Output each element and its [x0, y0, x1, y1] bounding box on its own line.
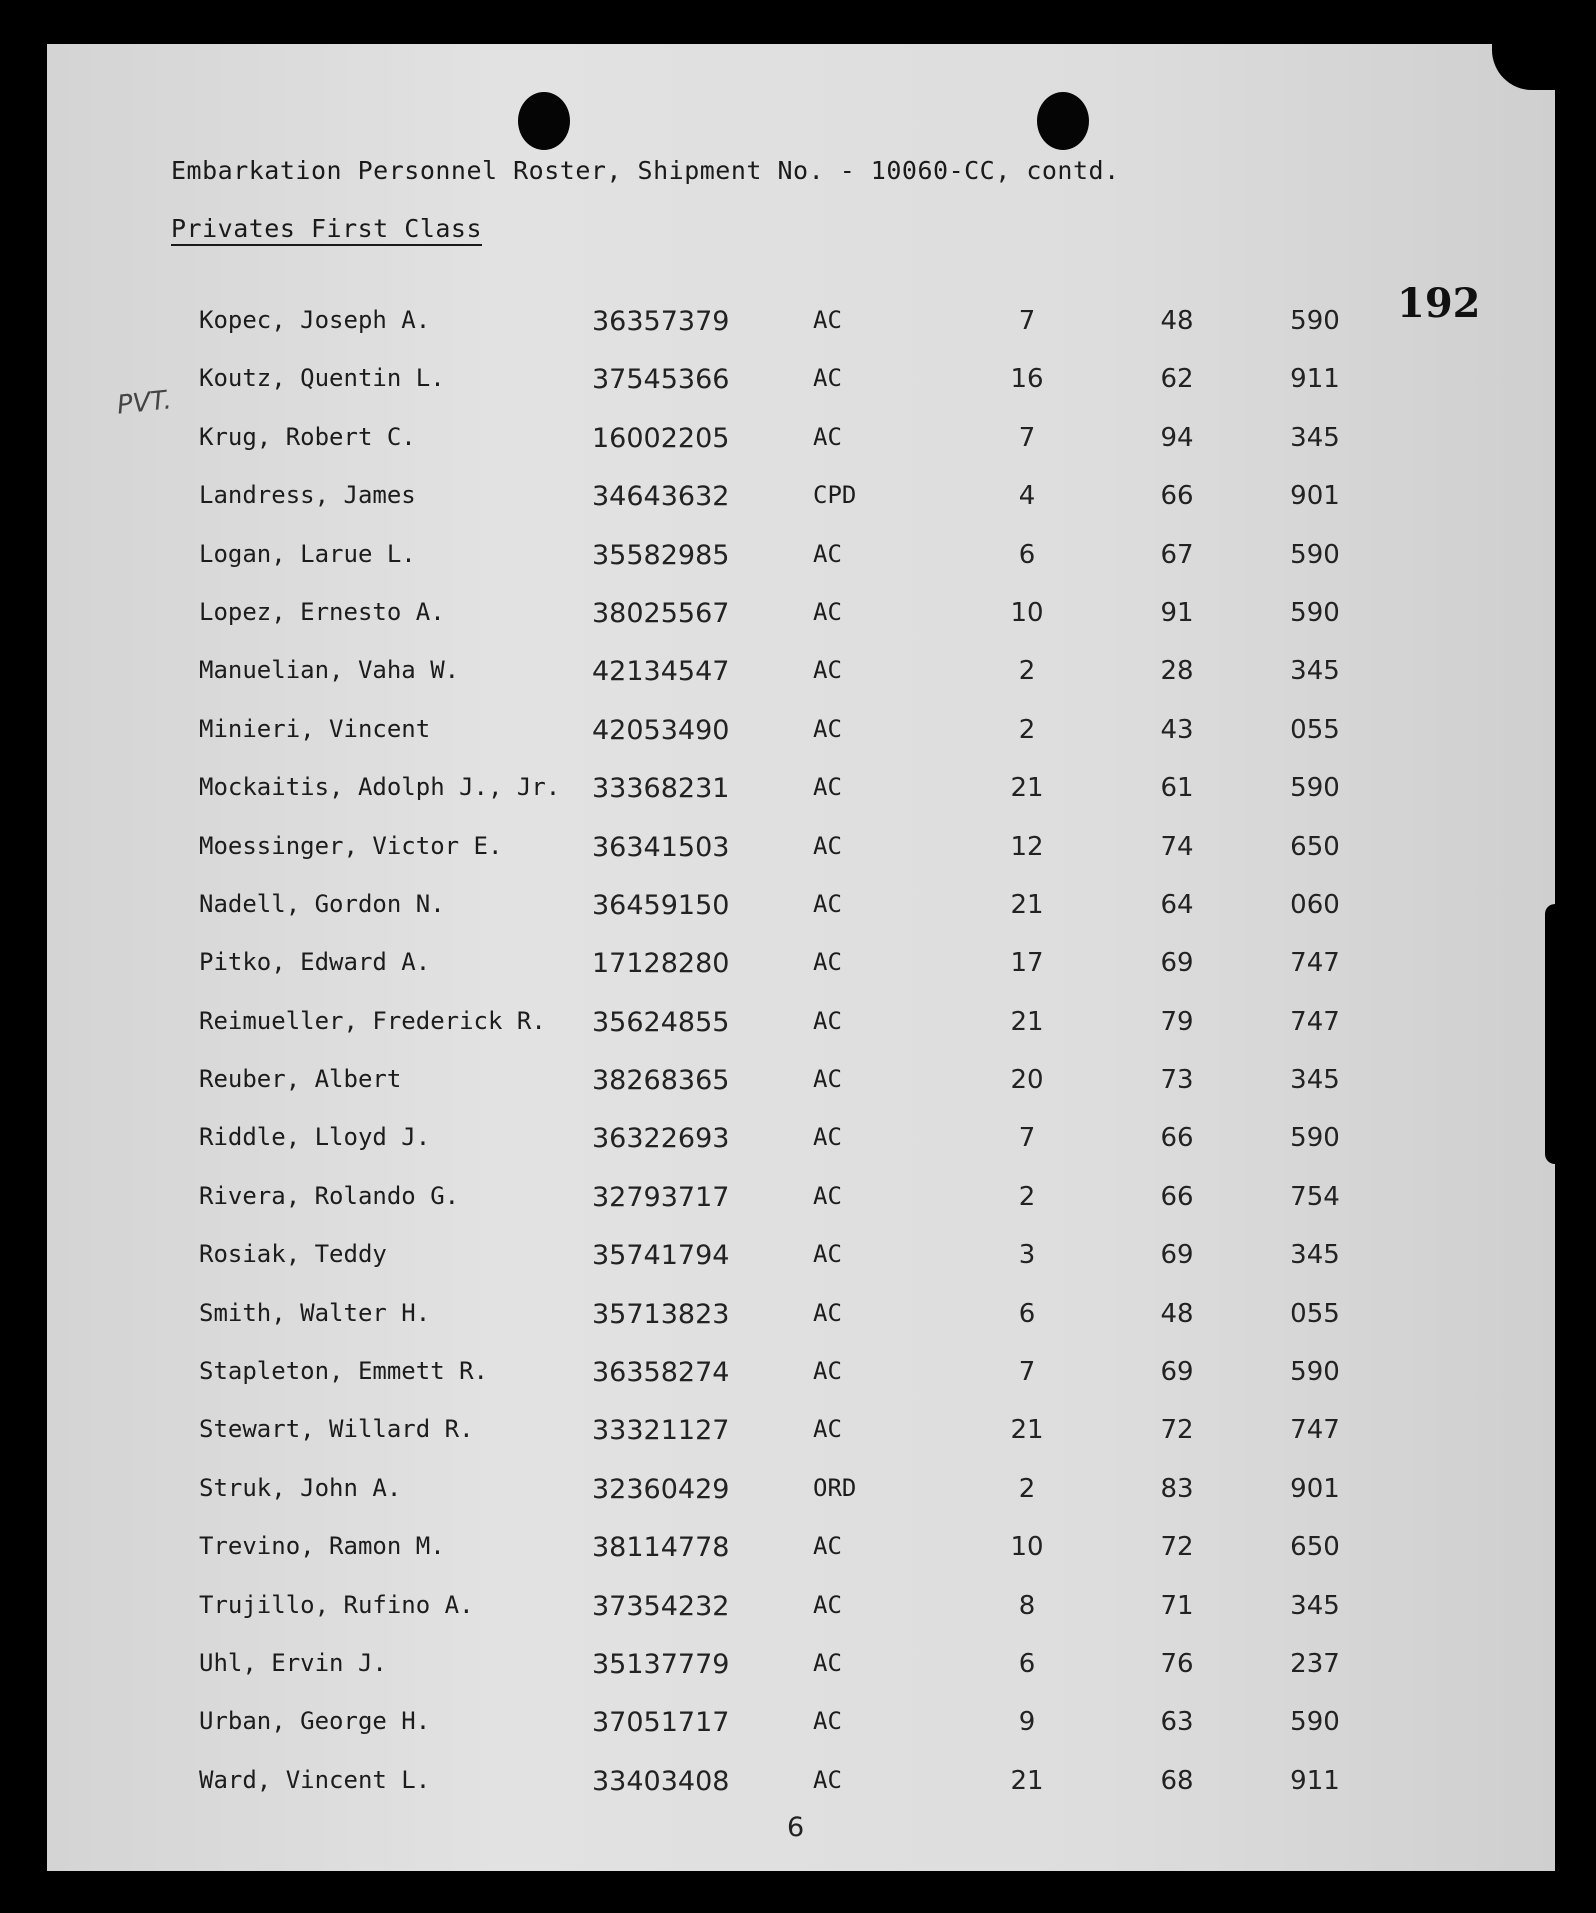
table-row — [47, 1415, 1555, 1473]
cell-branch: AC — [813, 889, 842, 918]
cell-value-1: 6 — [1018, 1298, 1036, 1329]
cell-value-3: 650 — [1290, 831, 1340, 862]
section-title: Privates First Class — [171, 214, 482, 246]
cell-value-1: 7 — [1018, 422, 1036, 453]
cell-value-1: 4 — [1018, 481, 1036, 512]
cell-value-2: 48 — [1160, 306, 1194, 336]
cell-value-2: 72 — [1160, 1415, 1194, 1446]
cell-value-2: 66 — [1160, 481, 1194, 512]
cell-serial-number: 35582985 — [592, 539, 730, 571]
cell-value-2: 28 — [1160, 656, 1194, 687]
cell-serial-number: 34643632 — [592, 481, 730, 513]
cell-value-1: 21 — [1010, 1415, 1044, 1446]
cell-name: Smith, Walter H. — [199, 1298, 431, 1327]
cell-value-1: 2 — [1018, 1181, 1036, 1212]
cell-branch: AC — [813, 1590, 842, 1619]
cell-branch: AC — [813, 656, 842, 685]
cell-name: Koutz, Quentin L. — [199, 364, 445, 393]
table-row — [47, 1065, 1555, 1123]
cell-name: Rivera, Rolando G. — [199, 1181, 460, 1210]
cell-value-3: 590 — [1290, 306, 1340, 336]
cell-serial-number: 38268365 — [592, 1065, 730, 1097]
cell-value-1: 7 — [1018, 1123, 1036, 1154]
cell-branch: AC — [813, 1298, 842, 1327]
cell-serial-number: 17128280 — [592, 948, 730, 980]
cell-branch: CPD — [813, 481, 857, 510]
cell-value-2: 76 — [1160, 1648, 1194, 1679]
cell-serial-number: 36459150 — [592, 889, 730, 921]
cell-serial-number: 42134547 — [592, 656, 730, 688]
cell-value-1: 20 — [1010, 1065, 1044, 1096]
cell-branch: AC — [813, 1065, 842, 1094]
cell-name: Minieri, Vincent — [199, 714, 431, 743]
cell-name: Struk, John A. — [199, 1473, 402, 1502]
cell-value-2: 72 — [1160, 1532, 1194, 1563]
cell-value-2: 66 — [1160, 1123, 1194, 1154]
cell-serial-number: 35137779 — [592, 1648, 730, 1680]
cell-name: Stapleton, Emmett R. — [199, 1357, 488, 1386]
table-row — [47, 656, 1555, 714]
cell-name: Stewart, Willard R. — [199, 1415, 474, 1444]
cell-name: Pitko, Edward A. — [199, 948, 431, 977]
cell-value-2: 48 — [1160, 1298, 1194, 1329]
cell-serial-number: 36341503 — [592, 831, 730, 863]
cell-branch: AC — [813, 1006, 842, 1035]
cell-name: Reimueller, Frederick R. — [199, 1006, 546, 1035]
cell-value-3: 901 — [1290, 1473, 1340, 1504]
cell-name: Trujillo, Rufino A. — [199, 1590, 474, 1619]
cell-value-1: 6 — [1018, 1648, 1036, 1679]
cell-value-1: 8 — [1018, 1590, 1036, 1621]
cell-value-2: 71 — [1160, 1590, 1194, 1621]
cell-value-3: 754 — [1290, 1181, 1340, 1212]
cell-branch: AC — [813, 1648, 842, 1677]
handwritten-note: PVT. — [115, 385, 173, 421]
cell-value-3: 055 — [1290, 714, 1340, 745]
cell-value-1: 10 — [1010, 597, 1044, 628]
cell-name: Uhl, Ervin J. — [199, 1648, 387, 1677]
cell-value-1: 2 — [1018, 714, 1036, 745]
cell-value-2: 69 — [1160, 1240, 1194, 1271]
table-row — [47, 832, 1555, 890]
table-row — [47, 1474, 1555, 1532]
cell-serial-number: 36322693 — [592, 1123, 730, 1155]
cell-branch: AC — [813, 714, 842, 743]
cell-value-2: 62 — [1160, 364, 1194, 395]
cell-value-2: 67 — [1160, 539, 1194, 570]
table-row — [47, 1240, 1555, 1298]
table-row — [47, 481, 1555, 539]
table-row — [47, 948, 1555, 1006]
cell-value-1: 7 — [1018, 306, 1036, 336]
cell-value-1: 7 — [1018, 1357, 1036, 1388]
cell-value-3: 345 — [1290, 1240, 1340, 1271]
cell-name: Kopec, Joseph A. — [199, 306, 431, 334]
cell-serial-number: 36358274 — [592, 1357, 730, 1389]
cell-branch: AC — [813, 364, 842, 393]
footer-page-number: 6 — [787, 1812, 805, 1843]
cell-value-3: 590 — [1290, 1707, 1340, 1738]
cell-value-1: 10 — [1010, 1532, 1044, 1563]
cell-value-3: 590 — [1290, 597, 1340, 628]
cell-branch: AC — [813, 1765, 842, 1794]
cell-serial-number: 37545366 — [592, 364, 730, 396]
cell-value-2: 79 — [1160, 1006, 1194, 1037]
cell-serial-number: 16002205 — [592, 422, 730, 454]
table-row — [47, 715, 1555, 773]
cell-value-2: 69 — [1160, 1357, 1194, 1388]
cell-value-1: 3 — [1018, 1240, 1036, 1271]
cell-value-3: 590 — [1290, 1357, 1340, 1388]
cell-serial-number: 32793717 — [592, 1181, 730, 1213]
cell-name: Reuber, Albert — [199, 1065, 402, 1094]
cell-value-3: 345 — [1290, 1065, 1340, 1096]
cell-value-1: 16 — [1010, 364, 1044, 395]
cell-branch: AC — [813, 539, 842, 568]
cell-branch: AC — [813, 1357, 842, 1386]
cell-value-2: 83 — [1160, 1473, 1194, 1504]
cell-serial-number: 37051717 — [592, 1707, 730, 1739]
cell-branch: AC — [813, 597, 842, 626]
cell-value-3: 911 — [1290, 1765, 1340, 1796]
cell-branch: AC — [813, 1181, 842, 1210]
document-page — [47, 44, 1555, 1871]
cell-value-1: 17 — [1010, 948, 1044, 979]
cell-serial-number: 35741794 — [592, 1240, 730, 1272]
cell-name: Urban, George H. — [199, 1707, 431, 1736]
cell-value-3: 060 — [1290, 889, 1340, 920]
cell-value-3: 747 — [1290, 948, 1340, 979]
cell-name: Ward, Vincent L. — [199, 1765, 431, 1794]
table-row — [47, 890, 1555, 948]
cell-value-1: 6 — [1018, 539, 1036, 570]
cell-branch: ORD — [813, 1473, 857, 1502]
cell-value-3: 345 — [1290, 656, 1340, 687]
cell-value-3: 345 — [1290, 422, 1340, 453]
cell-name: Moessinger, Victor E. — [199, 831, 503, 860]
table-row — [47, 1591, 1555, 1649]
cell-name: Riddle, Lloyd J. — [199, 1123, 431, 1152]
cell-value-2: 63 — [1160, 1707, 1194, 1738]
cell-value-3: 590 — [1290, 773, 1340, 804]
cell-value-2: 73 — [1160, 1065, 1194, 1096]
cell-value-3: 901 — [1290, 481, 1340, 512]
cell-value-3: 747 — [1290, 1415, 1340, 1446]
table-row — [47, 540, 1555, 598]
table-row — [47, 1182, 1555, 1240]
cell-value-2: 43 — [1160, 714, 1194, 745]
cell-name: Rosiak, Teddy — [199, 1240, 387, 1269]
table-row — [47, 1649, 1555, 1707]
cell-serial-number: 35624855 — [592, 1006, 730, 1038]
punch-hole-left — [518, 92, 570, 150]
cell-value-1: 2 — [1018, 656, 1036, 687]
table-row — [47, 1532, 1555, 1590]
cell-value-3: 237 — [1290, 1648, 1340, 1679]
table-row — [47, 423, 1555, 481]
cell-branch: AC — [813, 306, 842, 334]
cell-value-2: 69 — [1160, 948, 1194, 979]
cell-serial-number: 33368231 — [592, 773, 730, 805]
table-row — [47, 1007, 1555, 1065]
roster-header: Embarkation Personnel Roster, Shipment No. - 10060-CC, contd. — [171, 156, 1120, 185]
cell-name: Landress, James — [199, 481, 416, 510]
cell-serial-number: 42053490 — [592, 714, 730, 746]
cell-name: Lopez, Ernesto A. — [199, 597, 445, 626]
table-row — [47, 1299, 1555, 1357]
cell-value-2: 66 — [1160, 1181, 1194, 1212]
cell-serial-number: 32360429 — [592, 1473, 730, 1505]
cell-name: Mockaitis, Adolph J., Jr. — [199, 773, 561, 802]
cell-serial-number: 38114778 — [592, 1532, 730, 1564]
cell-branch: AC — [813, 1415, 842, 1444]
cell-value-2: 94 — [1160, 422, 1194, 453]
cell-value-1: 21 — [1010, 773, 1044, 804]
table-row — [47, 598, 1555, 656]
cell-branch: AC — [813, 1707, 842, 1736]
cell-value-3: 590 — [1290, 1123, 1340, 1154]
cell-value-3: 650 — [1290, 1532, 1340, 1563]
cell-value-3: 911 — [1290, 364, 1340, 395]
cell-value-1: 9 — [1018, 1707, 1036, 1738]
cell-branch: AC — [813, 1123, 842, 1152]
cell-value-3: 055 — [1290, 1298, 1340, 1329]
roster-table — [47, 306, 1555, 1824]
table-row — [47, 1357, 1555, 1415]
cell-serial-number: 36357379 — [592, 306, 730, 337]
cell-branch: AC — [813, 1532, 842, 1561]
cell-value-2: 64 — [1160, 889, 1194, 920]
cell-name: Krug, Robert C. — [199, 422, 416, 451]
cell-name: Logan, Larue L. — [199, 539, 416, 568]
cell-value-2: 61 — [1160, 773, 1194, 804]
cell-serial-number: 38025567 — [592, 597, 730, 629]
punch-hole-right — [1037, 92, 1089, 150]
cell-serial-number: 35713823 — [592, 1298, 730, 1330]
cell-value-1: 2 — [1018, 1473, 1036, 1504]
table-row — [47, 1123, 1555, 1181]
table-row — [47, 364, 1555, 422]
cell-value-3: 345 — [1290, 1590, 1340, 1621]
torn-corner — [1492, 42, 1558, 90]
cell-value-2: 91 — [1160, 597, 1194, 628]
cell-value-1: 12 — [1010, 831, 1044, 862]
cell-name: Trevino, Ramon M. — [199, 1532, 445, 1561]
cell-value-1: 21 — [1010, 1006, 1044, 1037]
cell-serial-number: 37354232 — [592, 1590, 730, 1622]
cell-branch: AC — [813, 422, 842, 451]
cell-value-2: 74 — [1160, 831, 1194, 862]
cell-branch: AC — [813, 831, 842, 860]
cell-value-1: 21 — [1010, 1765, 1044, 1796]
table-row — [47, 1707, 1555, 1765]
cell-serial-number: 33321127 — [592, 1415, 730, 1447]
cell-serial-number: 33403408 — [592, 1765, 730, 1797]
table-row — [47, 773, 1555, 831]
cell-value-3: 747 — [1290, 1006, 1340, 1037]
cell-value-2: 68 — [1160, 1765, 1194, 1796]
cell-name: Manuelian, Vaha W. — [199, 656, 460, 685]
cell-branch: AC — [813, 948, 842, 977]
cell-name: Nadell, Gordon N. — [199, 889, 445, 918]
cell-value-1: 21 — [1010, 889, 1044, 920]
cell-branch: AC — [813, 1240, 842, 1269]
cell-value-3: 590 — [1290, 539, 1340, 570]
page-stamp: 192 — [1397, 280, 1481, 327]
cell-branch: AC — [813, 773, 842, 802]
table-row — [47, 306, 1555, 364]
